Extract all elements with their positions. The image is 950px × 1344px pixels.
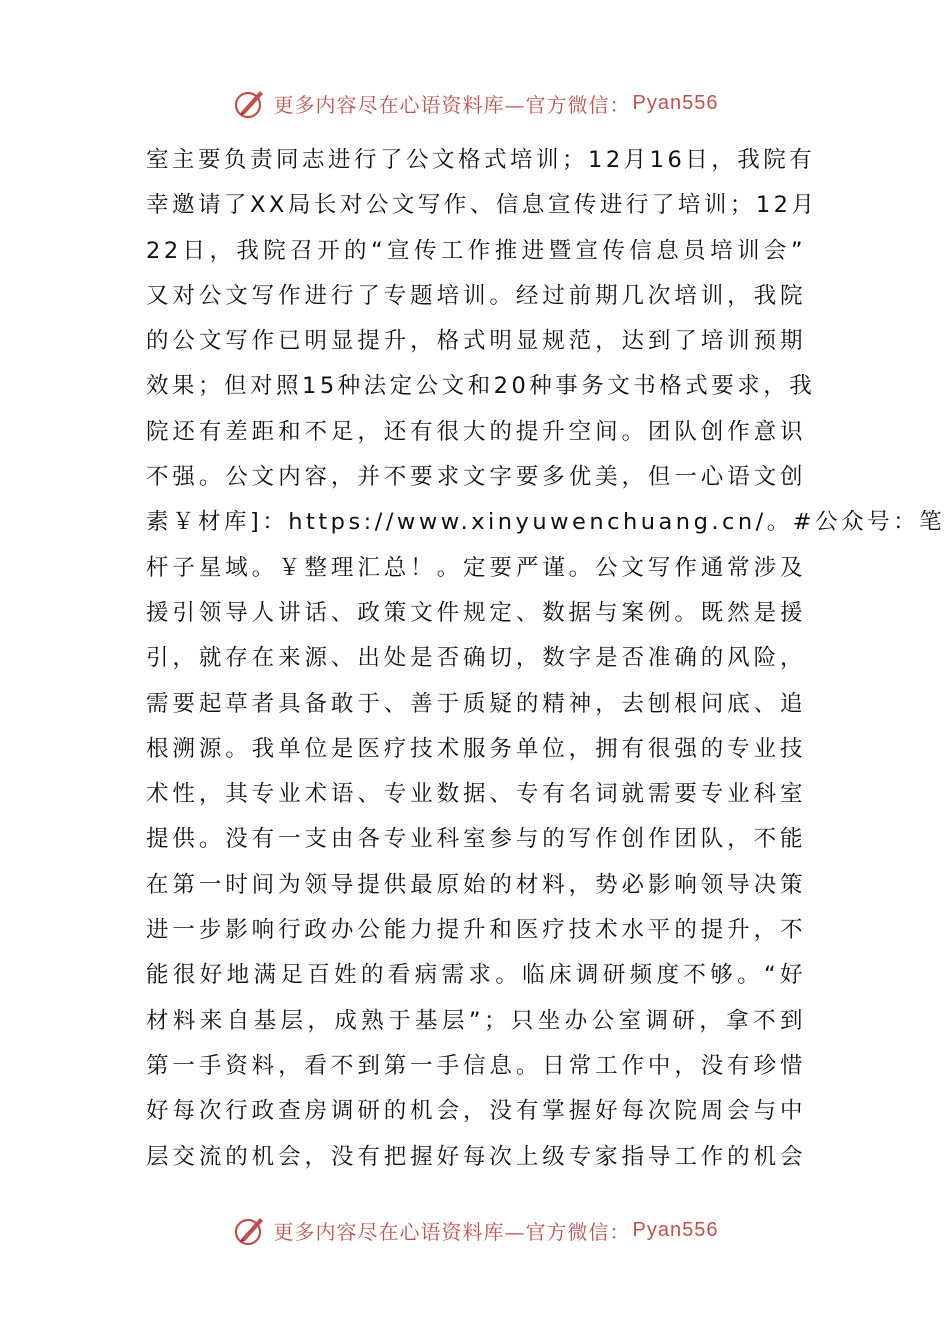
text-line: 的公文写作已明显提升，格式明显规范，达到了培训预期: [146, 328, 806, 355]
text-line: 院还有差距和不足，还有很大的提升空间。团队创作意识: [146, 418, 806, 445]
text-line: 材料来自基层，成熟于基层”；只坐办公室调研，拿不到: [146, 1007, 806, 1034]
header-banner: [0, 83, 950, 123]
text-line: 室主要负责同志进行了公文格式培训；12月16日，我院有: [146, 147, 816, 173]
footer-wechat: Pyan556: [632, 1218, 719, 1241]
document-body: [146, 138, 946, 1180]
text-line: 好每次行政查房调研的机会，没有掌握好每次院周会与中: [146, 1098, 806, 1125]
text-line: 能很好地满足百姓的看病需求。临床调研频度不够。“好: [146, 962, 806, 989]
text-line: 进一步影响行政办公能力提升和医疗技术水平的提升，不: [146, 917, 806, 944]
text-line: 不强。公文内容，并不要求文字要多优美，但一心语文创: [146, 464, 806, 491]
pen-logo-icon: [232, 1212, 268, 1248]
header-text: 更多内容尽在心语资料库—官方微信：: [273, 92, 631, 117]
pen-logo-icon: [232, 85, 268, 121]
header-wechat: Pyan556: [632, 91, 719, 114]
text-line: 需要起草者具备敢于、善于质疑的精神，去刨根问底、追: [146, 690, 806, 717]
text-line: 在第一时间为领导提供最原始的材料，势必影响领导决策: [146, 871, 806, 898]
text-line: 层交流的机会，没有把握好每次上级专家指导工作的机会: [146, 1143, 806, 1170]
text-line: 幸邀请了XX局长对公文写作、信息宣传进行了培训；12月: [146, 192, 818, 219]
text-line: 第一手资料，看不到第一手信息。日常工作中，没有珍惜: [146, 1052, 806, 1079]
text-line: 提供。没有一支由各专业科室参与的写作创作团队，不能: [146, 826, 806, 853]
text-line: 又对公文写作进行了专题培训。经过前期几次培训，我院: [146, 282, 806, 309]
footer-banner: [0, 1210, 950, 1250]
text-line: 杆子星域。￥整理汇总！。定要严谨。公文写作通常涉及: [146, 554, 806, 581]
text-line: 素￥材库]：https://www.xinyuwenchuang.cn/。#公众号：笔: [146, 509, 946, 536]
text-line: 22日，我院召开的“宣传工作推进暨宣传信息员培训会”: [146, 237, 806, 264]
footer-text: 更多内容尽在心语资料库—官方微信：: [273, 1219, 631, 1244]
text-line: 效果；但对照15种法定公文和20种事务文书格式要求，我: [146, 373, 816, 400]
text-line: 引，就存在来源、出处是否确切，数字是否准确的风险，: [146, 645, 806, 672]
text-line: 援引领导人讲话、政策文件规定、数据与案例。既然是援: [146, 599, 806, 626]
text-line: 术性，其专业术语、专业数据、专有名词就需要专业科室: [146, 781, 806, 808]
text-line: 根溯源。我单位是医疗技术服务单位，拥有很强的专业技: [146, 735, 806, 762]
